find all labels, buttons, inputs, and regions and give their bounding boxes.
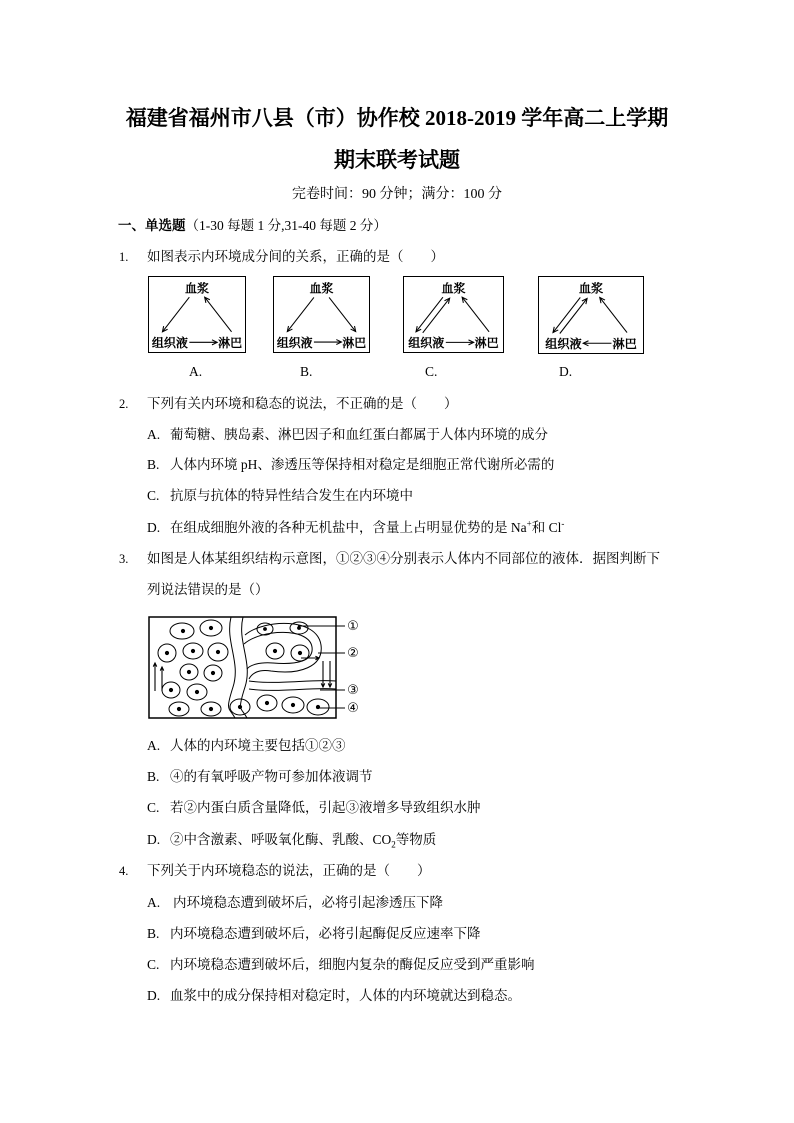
diagram-option-c bbox=[403, 276, 504, 353]
option-b bbox=[147, 925, 481, 943]
arrow-tissue-to-lymph bbox=[189, 340, 217, 345]
diagram-c-svg bbox=[404, 277, 503, 352]
option-c bbox=[147, 799, 481, 817]
arrow-lymph-to-plasma bbox=[600, 297, 627, 332]
option-text: 人体内环境 pH、渗透压等保持相对稳定是细胞正常代谢所必需的 bbox=[170, 457, 555, 472]
arrow-lymph-to-plasma bbox=[205, 297, 232, 332]
option-b-label: B. bbox=[300, 364, 313, 379]
option-text: 葡萄糖、胰岛素、淋巴因子和血红蛋白都属于人体内环境的成分 bbox=[170, 427, 548, 442]
option-text: 人体的内环境主要包括①②③ bbox=[170, 738, 346, 753]
arrow-shaft bbox=[600, 297, 627, 332]
question-number: 4. bbox=[119, 864, 129, 878]
arrow-shaft bbox=[205, 297, 232, 332]
option-letter: C. bbox=[147, 957, 160, 972]
option-c bbox=[147, 956, 535, 974]
option-letter: D. bbox=[147, 832, 161, 847]
option-text-cont: 等物质 bbox=[395, 832, 437, 847]
option-letter: A. bbox=[147, 427, 161, 442]
page-title-line2: 期末联考试题 bbox=[334, 148, 460, 172]
option-text: ②中含激素、呼吸氧化酶、乳酸、CO bbox=[170, 832, 392, 847]
tissue-structure-figure bbox=[148, 612, 370, 724]
section-note: （1-30 每题 1 分,31-40 每题 2 分） bbox=[185, 218, 387, 233]
figure-label-4: ④ bbox=[347, 701, 359, 716]
arrow-tissue-to-lymph bbox=[446, 340, 474, 345]
lymph-label: 淋巴 bbox=[474, 336, 499, 351]
option-d bbox=[147, 987, 521, 1005]
option-letter: B. bbox=[147, 926, 160, 941]
option-text: 抗原与抗体的特异性结合发生在内环境中 bbox=[170, 488, 413, 503]
plasma-label: 血浆 bbox=[309, 281, 334, 296]
question-stem: 下列关于内环境稳态的说法，正确的是（ ） bbox=[147, 863, 431, 878]
option-letter: C. bbox=[147, 800, 160, 815]
arrow-shaft bbox=[162, 297, 189, 332]
diagram-b-svg bbox=[274, 277, 369, 352]
question-stem: 如图是人体某组织结构示意图，①②③④分别表示人体内不同部位的液体．据图判断下 bbox=[147, 551, 660, 566]
tissue-fluid-label: 组织液 bbox=[545, 337, 582, 352]
exam-info: 完卷时间：90 分钟；满分：100 分 bbox=[292, 187, 502, 202]
arrow-shaft bbox=[423, 298, 450, 333]
lymph-label: 淋巴 bbox=[612, 337, 637, 352]
option-d bbox=[147, 831, 436, 849]
plasma-label: 血浆 bbox=[578, 281, 604, 296]
arrow-tissue-to-lymph bbox=[314, 340, 342, 345]
tissue-fluid-label: 组织液 bbox=[408, 336, 445, 351]
diagram-option-b bbox=[273, 276, 370, 353]
subscript-2: 2 bbox=[391, 839, 396, 850]
figure-label-2: ② bbox=[347, 646, 359, 661]
option-b bbox=[147, 768, 373, 786]
arrow-shaft bbox=[329, 297, 356, 331]
option-text: 血浆中的成分保持相对稳定时，人体的内环境就达到稳态。 bbox=[170, 988, 521, 1003]
figure-label-1: ① bbox=[347, 619, 359, 634]
option-a bbox=[147, 737, 346, 755]
lymph-label: 淋巴 bbox=[342, 335, 367, 350]
option-text: 内环境稳态遭到破坏后，必将引起酶促反应速率下降 bbox=[170, 926, 481, 941]
option-text: 若②内蛋白质含量降低，引起③液增多导致组织水肿 bbox=[170, 800, 481, 815]
option-letter: A. bbox=[147, 738, 161, 753]
section-title: 一、单选题 bbox=[118, 218, 186, 233]
option-text: 内环境稳态遭到破坏后，必将引起渗透压下降 bbox=[173, 895, 443, 910]
option-b bbox=[147, 456, 554, 474]
option-letter: D. bbox=[147, 520, 161, 535]
arrow-shaft bbox=[553, 297, 580, 332]
arrow-shaft bbox=[560, 298, 587, 333]
arrow-tissue-to-plasma bbox=[560, 298, 587, 333]
option-d bbox=[147, 519, 564, 537]
lymph-label: 淋巴 bbox=[218, 336, 243, 351]
question-number: 1. bbox=[119, 250, 129, 264]
diagram-d-svg bbox=[539, 277, 643, 353]
section-heading bbox=[118, 217, 387, 235]
option-text-cont: 和 Cl bbox=[531, 520, 562, 535]
question-number: 3. bbox=[119, 552, 129, 566]
option-letter: C. bbox=[147, 488, 160, 503]
arrow-plasma-to-tissue bbox=[287, 297, 314, 331]
arrow-tissue-to-plasma bbox=[423, 298, 450, 333]
superscript-minus: - bbox=[561, 518, 565, 529]
option-text: 在组成细胞外液的各种无机盐中，含量上占明显优势的是 Na bbox=[170, 520, 527, 535]
arrow-shaft bbox=[462, 297, 489, 332]
option-c bbox=[147, 487, 413, 505]
arrow-lymph-to-tissue bbox=[583, 341, 611, 346]
arrow-plasma-to-tissue bbox=[416, 297, 443, 332]
arrow-plasma-to-tissue bbox=[553, 297, 580, 332]
figure-label-3: ③ bbox=[347, 683, 359, 698]
option-a bbox=[147, 894, 443, 912]
option-d-label: D. bbox=[559, 364, 573, 379]
question-stem: 下列有关内环境和稳态的说法，不正确的是（ ） bbox=[147, 396, 458, 411]
superscript-plus: + bbox=[526, 518, 532, 529]
arrow-shaft bbox=[287, 297, 314, 331]
arrow-lymph-to-plasma bbox=[462, 297, 489, 332]
option-text: ④的有氧呼吸产物可参加体液调节 bbox=[170, 769, 373, 784]
page-title: 福建省福州市八县（市）协作校 2018-2019 学年高二上学期 bbox=[125, 106, 669, 130]
diagram-option-d bbox=[538, 276, 644, 354]
plasma-label: 血浆 bbox=[184, 281, 210, 296]
option-a-label: A. bbox=[189, 364, 203, 379]
arrow-shaft bbox=[416, 297, 443, 332]
option-a bbox=[147, 426, 548, 444]
option-letter: B. bbox=[147, 769, 160, 784]
option-letter: A. bbox=[147, 895, 161, 910]
arrow-plasma-to-lymph bbox=[329, 297, 356, 331]
option-letter: B. bbox=[147, 457, 160, 472]
option-text: 内环境稳态遭到破坏后，细胞内复杂的酶促反应受到严重影响 bbox=[170, 957, 535, 972]
question-stem-cont: 列说法错误的是（） bbox=[147, 582, 269, 597]
plasma-label: 血浆 bbox=[441, 281, 466, 296]
diagram-a-svg bbox=[149, 277, 245, 352]
tissue-fluid-label: 组织液 bbox=[276, 335, 313, 350]
option-c-label: C. bbox=[425, 364, 438, 379]
diagram-option-a bbox=[148, 276, 246, 353]
option-letter: D. bbox=[147, 988, 161, 1003]
arrow-plasma-to-tissue bbox=[162, 297, 189, 332]
question-stem: 如图表示内环境成分间的关系，正确的是（ ） bbox=[147, 249, 444, 264]
tissue-fluid-label: 组织液 bbox=[151, 336, 188, 351]
question-number: 2. bbox=[119, 397, 129, 411]
